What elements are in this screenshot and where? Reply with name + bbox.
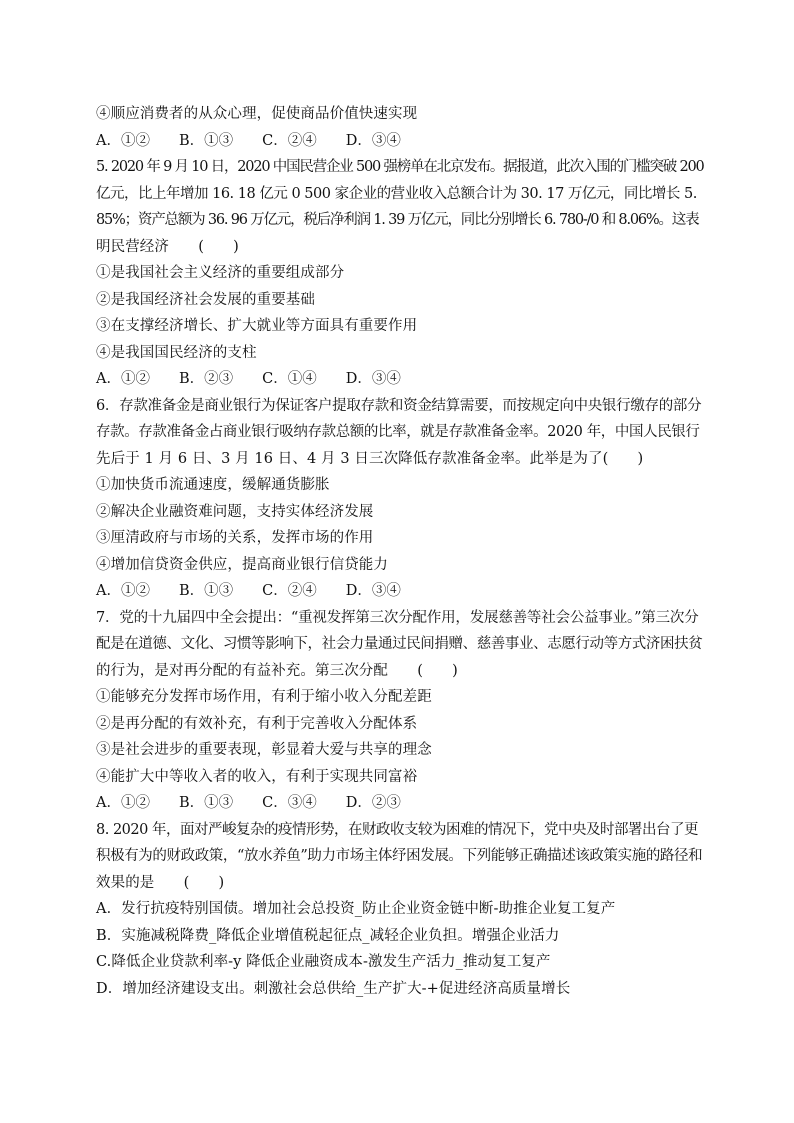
q5-statement-3: ③在支撑经济增长、扩大就业等方面具有重要作用 xyxy=(96,318,418,334)
q8-choice-a: A．发行抗疫特别国债。增加社会总投资_防止企业资金链中断-助推企业复工复产 xyxy=(96,901,616,917)
question-7 xyxy=(96,605,702,817)
q6-statement-3: ③厘清政府与市场的关系，发挥市场的作用 xyxy=(96,530,374,546)
question-5 xyxy=(96,154,702,393)
q6-statement-4: ④增加信贷资金供应，提高商业银行信贷能力 xyxy=(96,556,388,573)
q7-statement-2: ②是再分配的有效补充，有利于完善收入分配体系 xyxy=(96,715,418,732)
q5-stem-line-1: 5. 2020 年 9 月 10 日，2020 中国民营企业 500 强榜单在北京发布。据报道，此次入围的门槛突破 200 xyxy=(96,159,704,175)
q5-statement-4: ④是我国国民经济的支柱 xyxy=(96,344,257,361)
q7-stem-line-2: 配是在道德、文化、习惯等影响下，社会力量通过民间捐赠、慈善事业、志愿行动等方式济困扶贫 xyxy=(96,636,703,652)
q7-options: A．①② B．①③ C．③④ D．②③ xyxy=(96,795,401,811)
q8-choice-c: C.降低企业贷款利率-y 降低企业融资成本-激发生产活力_推动复工复产 xyxy=(96,954,551,970)
q8-choice-d: D．增加经济建设支出。刺激社会总供给_生产扩大-+促进经济高质量增长 xyxy=(96,980,571,997)
q7-stem-line-1: 7．党的十九届四中全会提出：“重视发挥第三次分配作用，发展慈善等社会公益事业。”第三次分 xyxy=(96,609,699,626)
q7-stem-line-3: 的行为，是对再分配的有益补充。第三次分配 ( ) xyxy=(96,662,458,679)
q7-statement-3: ③是社会进步的重要表现，彰显着大爱与共享的理念 xyxy=(96,742,432,758)
q4-statement-4: ④顺应消费者的从众心理，促使商品价值快速实现 xyxy=(96,106,418,122)
q5-stem-line-2: 亿元，比上年增加 16. 18 亿元 0 500 家企业的营业收入总额合计为 30. 17 万亿元，同比增长 5. xyxy=(96,185,697,202)
q7-statement-1: ①能够充分发挥市场作用，有利于缩小收入分配差距 xyxy=(96,689,432,705)
question-4-tail xyxy=(96,101,702,154)
q6-stem-line-1: 6．存款准备金是商业银行为保证客户提取存款和资金结算需要，而按规定向中央银行缴存的部分 xyxy=(96,397,702,414)
q7-statement-4: ④能扩大中等收入者的收入，有利于实现共同富裕 xyxy=(96,768,418,785)
q5-statement-2: ②是我国经济社会发展的重要基础 xyxy=(96,291,315,308)
q8-stem-line-3: 效果的是 ( ) xyxy=(96,874,225,891)
q5-statement-1: ①是我国社会主义经济的重要组成部分 xyxy=(96,265,345,281)
q5-stem-line-4: 明民营经济 ( ) xyxy=(96,238,239,255)
q6-stem-line-3: 先后于 1 月 6 日、3 月 16 日、4 月 3 日三次降低存款准备金率。此举是为了( ) xyxy=(96,450,644,467)
q4-options: A．①② B．①③ C．②④ D．③④ xyxy=(96,132,401,149)
q8-choice-b: B．实施减税降费_降低企业增值税起征点_减轻企业负担。增强企业活力 xyxy=(96,927,560,944)
question-8 xyxy=(96,817,702,1003)
q6-stem-line-2: 存款。存款准备金占商业银行吸纳存款总额的比率，就是存款准备金率。2020 年，中国人民银行 xyxy=(96,424,700,440)
q6-statement-1: ①加快货币流通速度，缓解通货膨胀 xyxy=(96,477,330,493)
q8-stem-line-2: 积极有为的财政政策，“放水养鱼”助力市场主体纾困发展。下列能够正确描述该政策实施的路径和 xyxy=(96,848,703,864)
q6-options: A．①② B．①③ C．②④ D．③④ xyxy=(96,583,401,599)
q5-options: A．①② B．②③ C．①④ D．③④ xyxy=(96,371,401,387)
question-6 xyxy=(96,393,702,605)
q8-stem-line-1: 8. 2020 年，面对严峻复杂的疫情形势，在财政收支较为困难的情况下，党中央及时部署出台了更 xyxy=(96,821,698,838)
exam-page xyxy=(96,101,702,1002)
q5-stem-line-3: 85%；资产总额为 36. 96 万亿元，税后净利润 1. 39 万亿元，同比分别增长 6. 780-/0 和 8.06%。这表 xyxy=(96,212,699,228)
q6-statement-2: ②解决企业融资难问题，支持实体经济发展 xyxy=(96,503,374,520)
